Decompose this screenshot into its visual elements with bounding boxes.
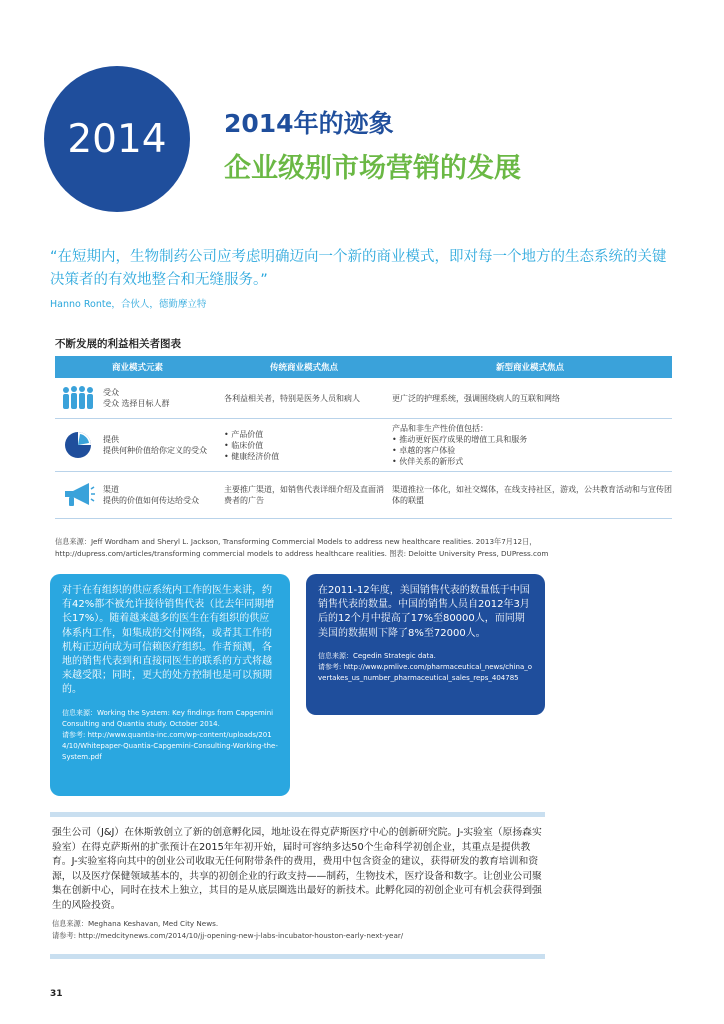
- callout-reference: 请参考: http://www.quantia-inc.com/wp-content/uploads/2014/10/Whitepaper-Quantia-Capgemini-Consulting-Working-the-System.pdf: [62, 730, 278, 761]
- row-element-title: 受众: [103, 388, 119, 397]
- year-label: 2014: [67, 116, 167, 162]
- divider-bottom: [50, 954, 545, 959]
- callout-box-left: [50, 574, 290, 796]
- article-text: 强生公司（J&J）在休斯敦创立了新的创意孵化园，地址设在得克萨斯医疗中心的创新研究院。J-实验室（原扬森实验室）在得克萨斯州的扩张预计在2015年年初开始，届时可容纳多达50个生命科学初创企业，其重点是提供教育。J-实验室将向其中的创业公司收取无任何附带条件的费用，费用中包含资金的建议，获得研发的教育培训和资源，以及医疗保健领域基本的，共享的初创企业的行政支持——制药，生物技术，医疗设备和数字。让创业公司聚集在创新中心，同时在技术上独立，其目的是从底层圈选出最好的新技术。此孵化园的初创企业可有机会获得到强生的风险投资。: [52, 827, 542, 911]
- megaphone-icon: [59, 479, 97, 511]
- header-cell-element: 商业模式元素: [111, 363, 163, 373]
- target-chart-icon: [59, 429, 97, 461]
- list-item: • 卓越的客户体验: [392, 445, 527, 456]
- table-row: [55, 419, 672, 472]
- callout-source: 信息来源：Cegedin Strategic data.: [318, 651, 436, 660]
- table-row: [55, 472, 672, 519]
- table-header: [55, 356, 672, 378]
- row-traditional: 各利益相关者，特别是医务人员和病人: [224, 393, 360, 403]
- callout-text: 对于在有组织的供应系统内工作的医生来讲，约有42%都不被允许接待销售代表（比去年同期增长17%）。随着越来越多的医生在有组织的供应体系内工作，如集成的交付网络，或者其工作的机构正迈向成为可信赖医疗组织。作者预测，各地的销售代表到和直接同医生的联系的方式将越来越受限；同时，更大的处方控制也是可以预期的。: [62, 585, 275, 696]
- row-element-title: 渠道: [103, 485, 119, 494]
- table-row: [55, 378, 672, 419]
- row-traditional-list: [224, 429, 279, 462]
- row-new: 更广泛的护理系统，强调围绕病人的互联和网络: [392, 393, 560, 403]
- article-source: 信息来源：Meghana Keshavan, Med City News.: [52, 919, 219, 928]
- stakeholder-table: [55, 356, 672, 519]
- callout-source: 信息来源：Working the System: Key findings from Capgemini Consulting and Quantia study. October 2014.: [62, 708, 274, 728]
- page-subtitle: 企业级别市场营销的发展: [224, 153, 521, 184]
- row-element-title: 提供: [103, 435, 119, 444]
- people-group-icon: [59, 382, 97, 414]
- callout-reference: 请参考: http://www.pmlive.com/pharmaceutical_news/china_overtakes_us_number_pharmaceutical_sales_reps_404785: [318, 662, 533, 682]
- quote-author: Hanno Ronte，合伙人，德勤摩立特: [50, 299, 207, 310]
- list-item: • 伙伴关系的新形式: [392, 456, 527, 467]
- article-reference: 请参考: http://medcitynews.com/2014/10/jj-opening-new-j-labs-incubator-houston-early-next-year/: [52, 931, 404, 940]
- row-new-list: [392, 434, 527, 467]
- page-number: 31: [50, 989, 63, 999]
- row-new-intro: 产品和非生产性价值包括：: [392, 424, 488, 433]
- header-cell-traditional: 传统商业模式焦点: [269, 363, 338, 373]
- list-item: • 临床价值: [224, 440, 279, 451]
- list-item: • 推动更好医疗成果的增值工具和服务: [392, 434, 527, 445]
- pull-quote: “在短期内，生物制药公司应考虑明确迈向一个新的商业模式，即对每一个地方的生态系统的关键决策者的有效地整合和无缝服务。”: [50, 249, 667, 288]
- page-title: 2014年的迹象: [224, 109, 394, 138]
- year-badge: [44, 66, 190, 212]
- list-item: • 健康经济价值: [224, 451, 279, 462]
- table-source: 信息来源：Jeff Wordham and Sheryl L. Jackson, Transforming Commercial Models to address new healthcare realities. 2013年7月12日，http://dupress.com/articles/transforming commercial models to address healthcare realities. 图表: Deloitte University Press, DUPress.com: [55, 537, 549, 558]
- callout-text: 在2011-12年度，美国销售代表的数量低于中国销售代表的数量。中国的销售人员自2012年3月后的12个月中提高了17%至80000人，而同期美国的数据则下降了8%至72000人。: [318, 585, 530, 639]
- table-title: 不断发展的利益相关者图表: [55, 338, 181, 350]
- row-traditional: 主要推广渠道，如销售代表详细介绍及直面消费者的广告: [224, 485, 384, 505]
- list-item: • 产品价值: [224, 429, 279, 440]
- header-cell-new: 新型商业模式焦点: [495, 363, 564, 373]
- divider-top: [50, 812, 545, 817]
- row-element-desc: 受众 选择目标人群: [103, 399, 170, 408]
- callout-box-right: [306, 574, 545, 715]
- row-element-desc: 提供的价值如何传达给受众: [103, 496, 199, 505]
- row-element-desc: 提供何种价值给你定义的受众: [103, 446, 207, 455]
- row-new: 渠道推拉一体化，如社交媒体，在线支持社区，游戏，公共教育活动和与宣传团体的联盟: [392, 485, 672, 505]
